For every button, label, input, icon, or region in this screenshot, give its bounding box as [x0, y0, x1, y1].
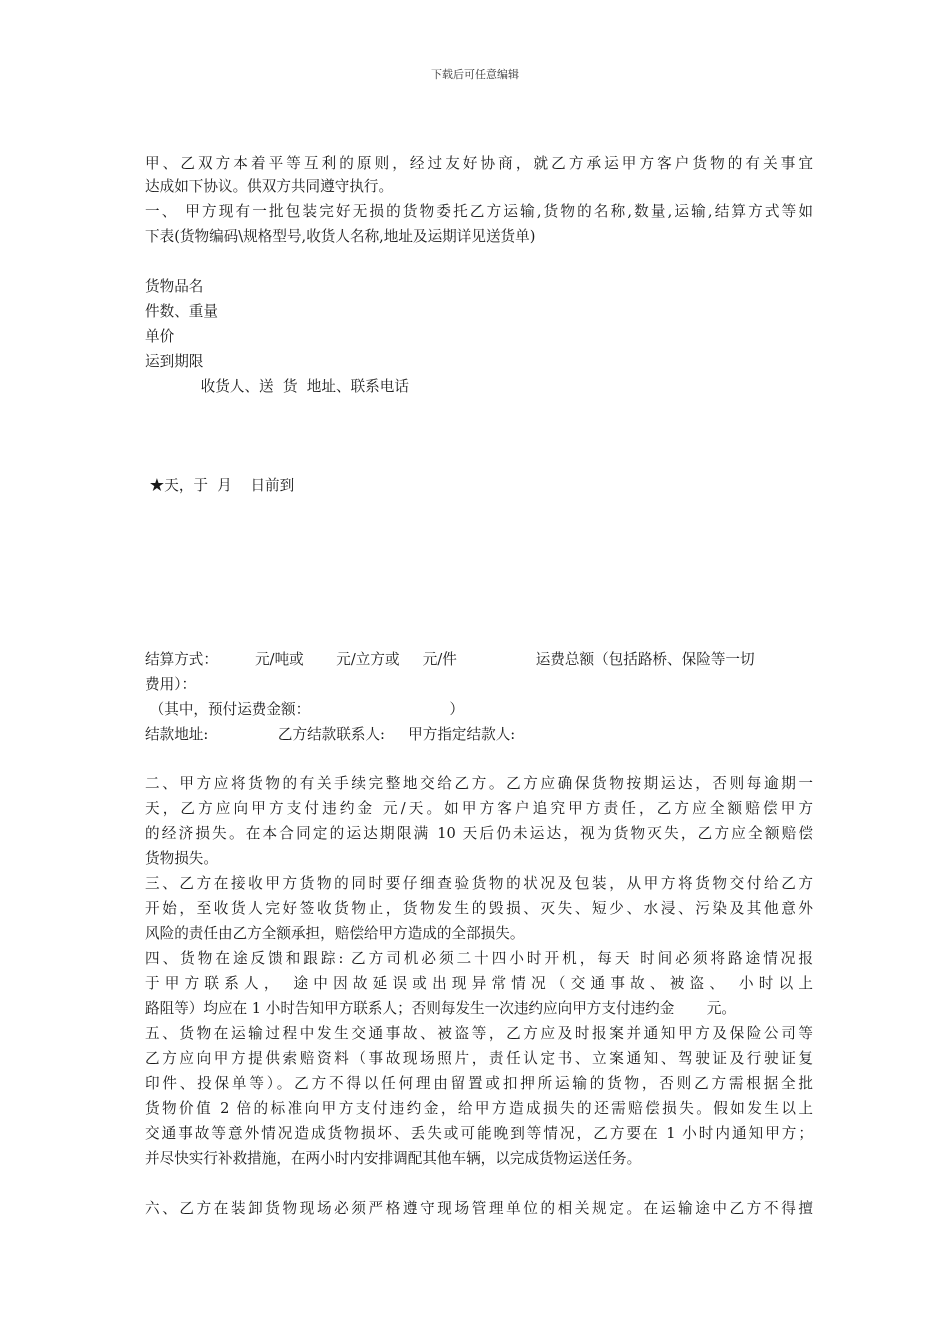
paragraph-line: 达成如下协议。供双方共同遵守执行。 — [145, 178, 394, 195]
settlement-line: 费用）： — [145, 676, 197, 693]
paragraph-line: 一、 甲方现有一批包装完好无损的货物委托乙方运输,货物的名称,数量,运输,结算方式等如 — [145, 203, 813, 220]
table-label: 件数、重量 — [145, 303, 218, 320]
clause-4-line: 四、货物在途反馈和跟踪: 乙方司机必须二十四小时开机，每天 时间必须将路途情况报 — [145, 950, 813, 967]
table-label: 运到期限 — [145, 353, 204, 370]
clause-5-line: 交通事故等意外情况造成货物损坏、丢失或可能晚到等情况，乙方要在 1 小时内通知甲方； — [145, 1125, 813, 1142]
paragraph-line: 甲、乙双方本着平等互利的原则，经过友好协商，就乙方承运甲方客户货物的有关事宜 — [145, 155, 813, 172]
page-header: 下载后可任意编辑 — [431, 68, 519, 81]
payment-address-line: 结款地址: 乙方结款联系人: 甲方指定结款人: — [145, 726, 516, 743]
clause-2-line: 货物损失。 — [145, 850, 218, 867]
settlement-line: 结算方式： 元/吨或 元/立方或 元/件 运费总额（包括路桥、保险等一切 — [145, 651, 755, 668]
delivery-date-line: ★天，于 月 日前到 — [145, 477, 295, 494]
clause-5-line: 印件、投保单等）。乙方不得以任何理由留置或扣押所运输的货物，否则乙方需根据全批 — [145, 1075, 813, 1092]
paragraph-line: 下表(货物编码\规格型号,收货人名称,地址及运期详见送货单) — [145, 228, 536, 245]
table-label: 单价 — [145, 328, 175, 345]
clause-4-line: 于甲方联系人， 途中因故延误或出现异常情况（交通事故、被盗、 小时以上 — [145, 975, 813, 992]
clause-5-line: 并尽快实行补救措施，在两小时内安排调配其他车辆，以完成货物运送任务。 — [145, 1150, 642, 1167]
clause-6-line: 六、乙方在装卸货物现场必须严格遵守现场管理单位的相关规定。在运输途中乙方不得擅 — [145, 1200, 813, 1217]
clause-3-line: 三、乙方在接收甲方货物的同时要仔细查验货物的状况及包装，从甲方将货物交付给乙方 — [145, 875, 813, 892]
clause-2-line: 天，乙方应向甲方支付违约金 元/天。如甲方客户追究甲方责任，乙方应全额赔偿甲方 — [145, 800, 813, 817]
clause-3-line: 风险的责任由乙方全额承担，赔偿给甲方造成的全部损失。 — [145, 925, 525, 942]
clause-4-line: 路阻等）均应在 1 小时告知甲方联系人；否则每发生一次违约应向甲方支付违约金 元。 — [145, 1000, 737, 1017]
prepaid-line: （其中，预付运费金额： ） — [145, 701, 464, 718]
clause-3-line: 开始，至收货人完好签收货物止，货物发生的毁损、灭失、短少、水浸、污染及其他意外 — [145, 900, 813, 917]
table-label: 货物品名 — [145, 278, 204, 295]
table-label: 收货人、送 货 地址、联系电话 — [145, 378, 409, 395]
clause-5-line: 乙方应向甲方提供索赔资料（事故现场照片，责任认定书、立案通知、驾驶证及行驶证复 — [145, 1050, 813, 1067]
clause-5-line: 五、货物在运输过程中发生交通事故、被盗等，乙方应及时报案并通知甲方及保险公司等 — [145, 1025, 813, 1042]
clause-2-line: 的经济损失。在本合同定的运达期限满 10 天后仍未运达，视为货物灭失，乙方应全额赔偿 — [145, 825, 813, 842]
clause-2-line: 二、甲方应将货物的有关手续完整地交给乙方。乙方应确保货物按期运达，否则每逾期一 — [145, 775, 813, 792]
clause-5-line: 货物价值 2 倍的标准向甲方支付违约金，给甲方造成损失的还需赔偿损失。假如发生以上 — [145, 1100, 813, 1117]
